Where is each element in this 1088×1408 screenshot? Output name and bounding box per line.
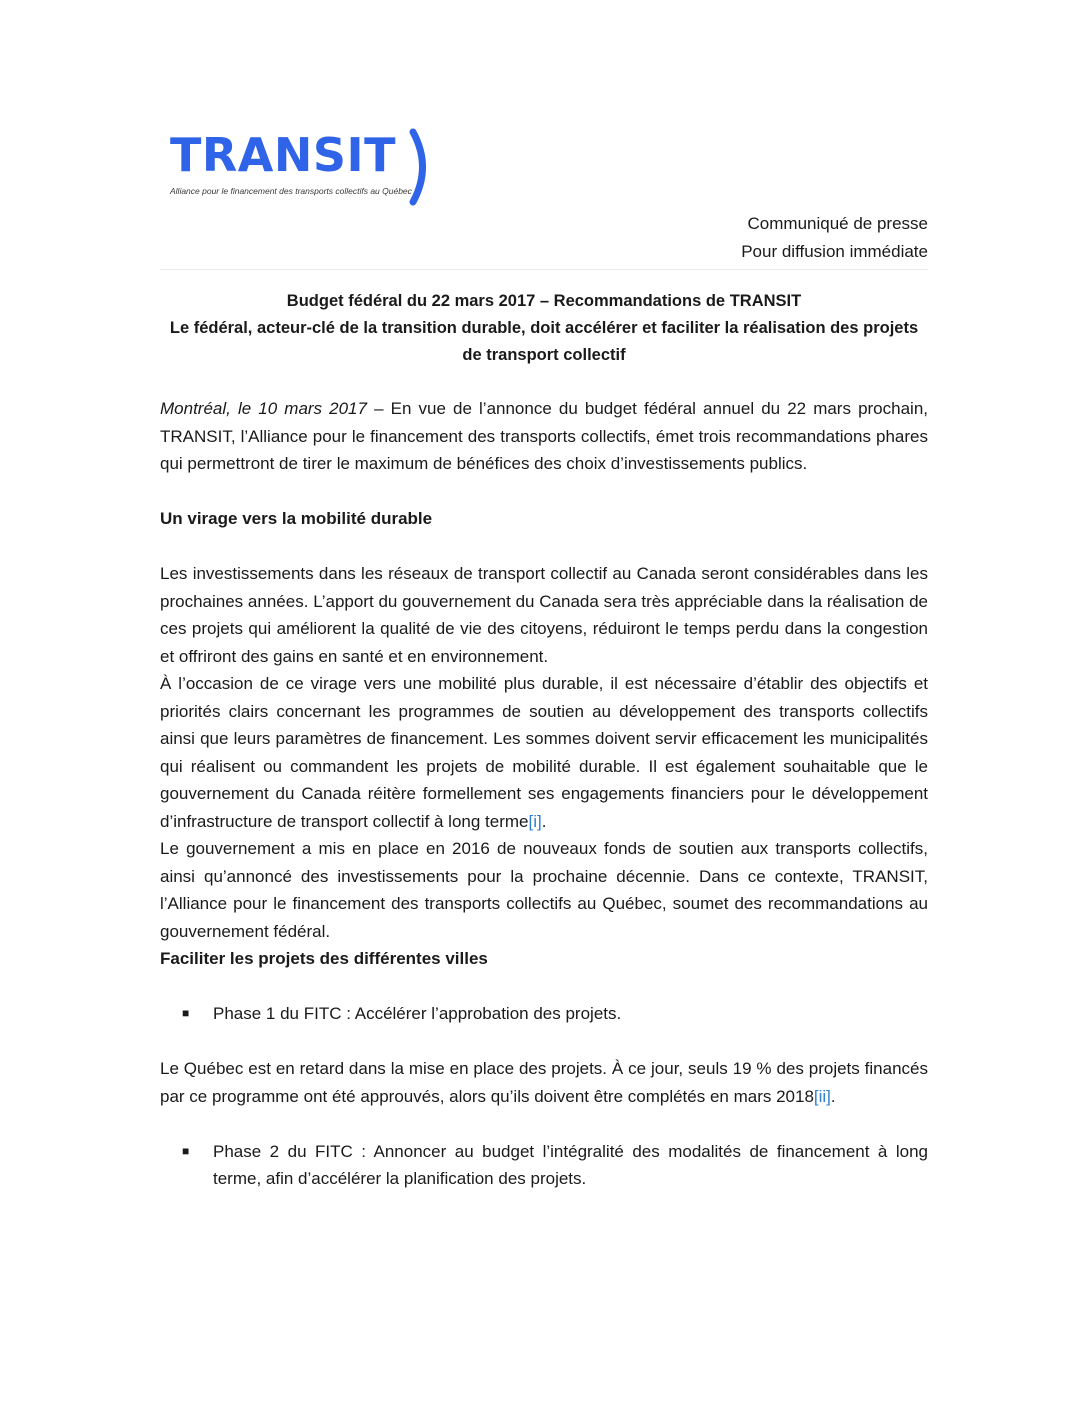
bullet-icon: ■ — [182, 1006, 190, 1020]
press-release-label — [741, 210, 928, 266]
document-body — [160, 395, 928, 1193]
list-item: ■ Phase 2 du FITC : Annoncer au budget l’intégralité des modalités de financement à long terme, afin d’accélérer la planification des projets. — [160, 1138, 928, 1193]
footnote-link[interactable]: [i] — [528, 811, 542, 831]
logo-wordmark: TRANSIT — [170, 128, 397, 182]
headline-title: Budget fédéral du 22 mars 2017 – Recommandations de TRANSIT — [286, 292, 802, 310]
paragraph: Le Québec est en retard dans la mise en place des projets. À ce jour, seuls 19 % des projets financés par ce programme ont été approuvés, alors qu’ils doivent être complétés en mars 2018[ii]. — [160, 1059, 928, 1106]
transit-logo — [170, 128, 440, 208]
chevron-right-icon — [408, 128, 436, 206]
divider — [160, 269, 928, 270]
intro-paragraph — [160, 395, 928, 478]
section-heading: Un virage vers la mobilité durable — [160, 509, 433, 528]
headline-subtitle: Le fédéral, acteur-clé de la transition durable, doit accélérer et faciliter la réalisation des projets de transport collectif — [169, 319, 919, 364]
document-headline — [160, 288, 928, 369]
paragraph: Le gouvernement a mis en place en 2016 de nouveaux fonds de soutien aux transports collectifs, ainsi qu’annoncé des investissements pour la prochaine décennie. Dans ce contexte, TRANSIT, l’Alliance pour le financement des transports collectifs au Québec, soumet des recommandations au gouvernement fédéral. — [160, 839, 928, 941]
paragraph: Les investissements dans les réseaux de transport collectif au Canada seront considérables dans les prochaines années. L’apport du gouvernement du Canada sera très appréciable dans la réalisation de ces projets qui améliorent la qualité de vie des citoyens, réduiront le temps perdu dans la congestion et offriront des gains en santé et en environnement. — [160, 564, 928, 666]
list-item: ■ Phase 1 du FITC : Accélérer l’approbation des projets. — [160, 1000, 928, 1028]
section-heading: Faciliter les projets des différentes villes — [160, 949, 488, 968]
footnote-link[interactable]: [ii] — [813, 1086, 831, 1106]
dateline: Montréal, le 10 mars 2017 — [160, 399, 367, 418]
paragraph: À l’occasion de ce virage vers une mobilité plus durable, il est nécessaire d’établir des objectifs et priorités clairs concernant les programmes de soutien au développement des transports collectifs ainsi que leurs paramètres de financement. Les sommes doivent servir efficacement les municipalités qui réalisent ou commandent les projets de mobilité durable. Il est également souhaitable que le gouvernement du Canada réitère formellement ses engagements financiers pour le développement d’infrastructure de transport collectif à long terme[i]. — [160, 674, 928, 831]
press-embargo: Pour diffusion immédiate — [741, 242, 928, 261]
intro-text: – En vue de l’annonce du budget fédéral annuel du 22 mars prochain, TRANSIT, l’Alliance pour le financement des transports collectifs, émet trois recommandations phares qui permettront de tirer le maximum de bénéfices des choix d’investissements publics. — [160, 399, 929, 473]
logo-tagline: Alliance pour le financement des transports collectifs au Québec — [170, 186, 412, 196]
bullet-icon: ■ — [182, 1143, 190, 1158]
press-type: Communiqué de presse — [747, 214, 928, 233]
